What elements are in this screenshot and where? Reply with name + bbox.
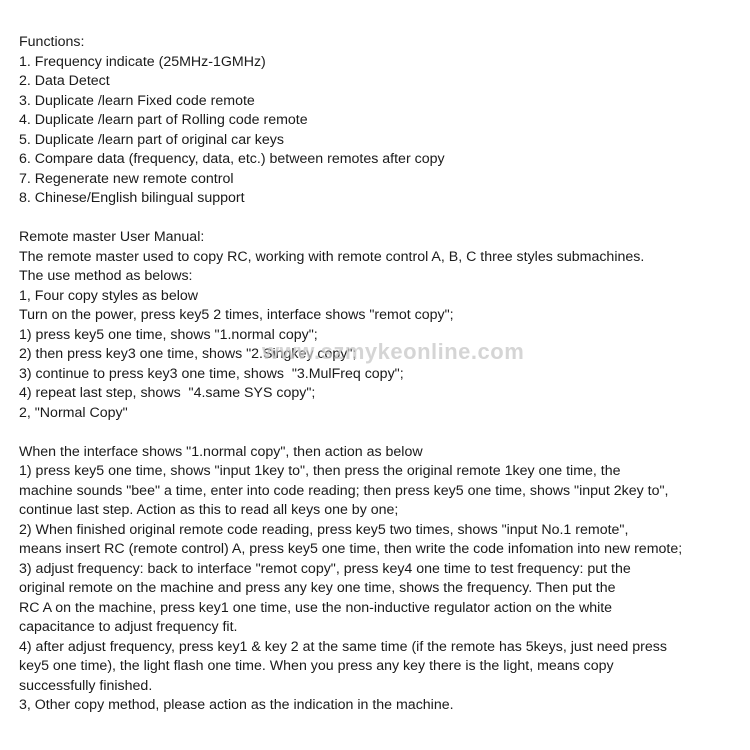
instruction-line: key5 one time), the light flash one time. When you press any key there is the light, means copy — [19, 658, 614, 674]
manual-line: 1) press key5 one time, shows "1.normal copy"; — [19, 326, 318, 343]
instruction-line: When the interface shows "1.normal copy", then action as below — [19, 443, 423, 460]
instruction-line: 3) adjust frequency: back to interface "remot copy", press key4 one time to test frequency: put the — [19, 560, 631, 577]
function-item: 7. Regenerate new remote control — [19, 170, 234, 187]
instruction-line: original remote on the machine and press any key one time, shows the frequency. Then put the — [19, 580, 616, 596]
manual-line: 3) continue to press key3 one time, shows "3.MulFreq copy"; — [19, 365, 404, 382]
instruction-line: machine sounds "bee" a time, enter into code reading; then press key5 one time, shows "input 2key to", — [19, 482, 669, 499]
function-item: 5. Duplicate /learn part of original car keys — [19, 131, 284, 148]
manual-line: 1, Four copy styles as below — [19, 287, 198, 304]
function-item: 2. Data Detect — [19, 73, 110, 89]
instruction-line: capacitance to adjust frequency fit. — [19, 619, 238, 635]
watermark: www.szmykeonline.com — [262, 339, 525, 364]
manual-heading: Remote master User Manual: — [19, 229, 205, 245]
manual-line: The use method as belows: — [19, 268, 193, 284]
instruction-line: 2) When finished original remote code reading, press key5 two times, shows "input No.1 remote", — [19, 521, 629, 538]
function-item: 3. Duplicate /learn Fixed code remote — [19, 92, 255, 109]
manual-line: 4) repeat last step, shows "4.same SYS copy"; — [19, 385, 316, 401]
paragraph-gap — [19, 423, 744, 443]
function-item: 6. Compare data (frequency, data, etc.) between remotes after copy — [19, 151, 445, 167]
paragraph-gap — [19, 209, 744, 229]
instruction-line: continue last step. Action as this to read all keys one by one; — [19, 502, 399, 518]
function-item: 4. Duplicate /learn part of Rolling code remote — [19, 112, 308, 128]
function-item: 1. Frequency indicate (25MHz-1GMHz) — [19, 53, 266, 70]
manual-line: 2, "Normal Copy" — [19, 404, 128, 421]
manual-line: 2) then press key3 one time, shows "2.Singkey copy"; — [19, 346, 357, 362]
instruction-line: successfully finished. — [19, 677, 153, 694]
manual-line: Turn on the power, press key5 2 times, interface shows "remot copy"; — [19, 307, 454, 323]
instruction-line: means insert RC (remote control) A, press key5 one time, then write the code infomation into new remote; — [19, 541, 683, 557]
instruction-line: RC A on the machine, press key1 one time, use the non-inductive regulator action on the white — [19, 599, 613, 616]
instruction-line: 1) press key5 one time, shows "input 1key to", then press the original remote 1key one time, the — [19, 463, 621, 479]
function-item: 8. Chinese/English bilingual support — [19, 190, 245, 206]
document-body — [19, 33, 744, 716]
functions-heading: Functions: — [19, 34, 85, 50]
manual-line: The remote master used to copy RC, working with remote control A, B, C three styles submachines. — [19, 248, 645, 265]
instruction-line: 4) after adjust frequency, press key1 & key 2 at the same time (if the remote has 5keys, just need press — [19, 638, 667, 655]
instruction-line: 3, Other copy method, please action as the indication in the machine. — [19, 697, 454, 713]
